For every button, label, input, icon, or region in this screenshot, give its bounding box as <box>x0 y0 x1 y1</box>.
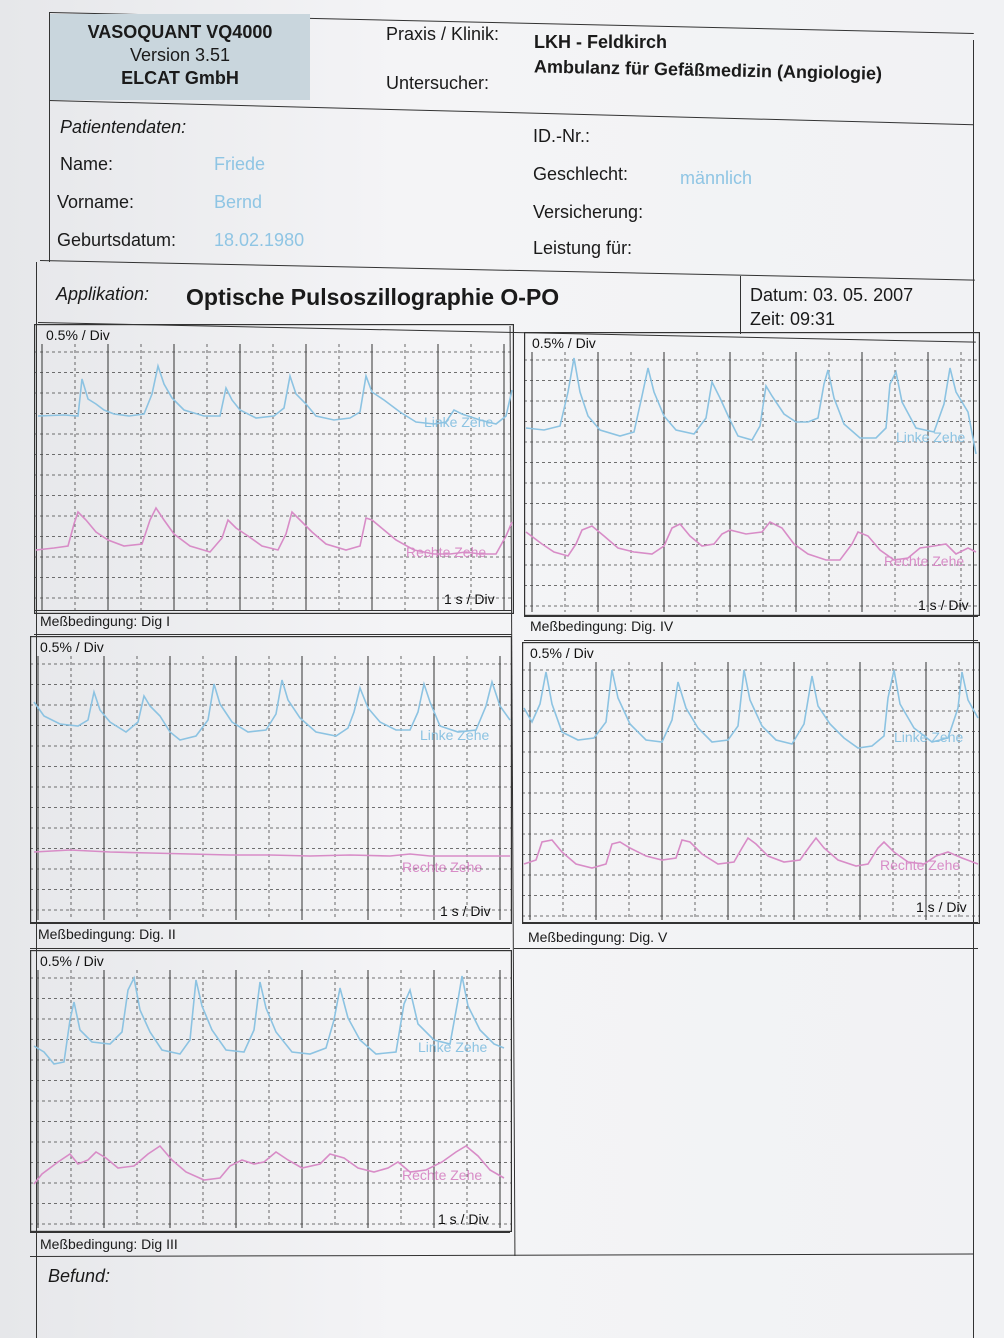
chart-dig-1 <box>34 324 514 614</box>
right-toe-label: Rechte Zehe <box>880 857 961 873</box>
panel-dig-3-bottom <box>30 1232 510 1233</box>
time-scale-label: 1 s / Div <box>916 899 967 915</box>
grid <box>522 643 980 924</box>
scale-label: 0.5% / Div <box>532 335 596 351</box>
scale-label: 0.5% / Div <box>530 645 594 661</box>
name-label: Name: <box>60 154 114 174</box>
time-scale-label: 1 s / Div <box>440 903 491 919</box>
right-toe-trace <box>34 850 510 856</box>
left-toe-label: Linke Zehe <box>424 414 494 430</box>
birth-value: 18.02.1980 <box>214 230 305 250</box>
condition-dig-4: Meßbedingung: Dig. IV <box>530 618 674 634</box>
right-toe-label: Rechte Zehe <box>884 553 965 569</box>
panel-dig-5-top <box>524 640 978 641</box>
scale-label: 0.5% / Div <box>46 327 110 343</box>
clinic-department: Ambulanz für Gefäßmedizin (Angiologie) <box>533 56 883 84</box>
chart-dig-3 <box>30 950 512 1232</box>
panel-dig-4-bottom <box>524 616 978 617</box>
vorname-value: Bernd <box>214 192 263 212</box>
vorname-label: Vorname: <box>57 192 135 212</box>
date-text: Datum: 03. 05. 2007 <box>750 285 914 305</box>
header-divider <box>49 100 974 125</box>
panel-dig-1-bottom <box>34 610 512 611</box>
panel-dig-2-bottom <box>30 922 512 923</box>
patient-section-label: Patientendaten: <box>60 117 187 137</box>
clinic-name: LKH - Feldkirch <box>534 32 668 52</box>
birth-label: Geburtsdatum: <box>57 230 177 250</box>
time-text: Zeit: 09:31 <box>750 309 836 329</box>
scale-label: 0.5% / Div <box>40 639 104 655</box>
findings-divider <box>30 1254 974 1257</box>
panel-dig-2-top <box>34 634 512 635</box>
chart-dig-2 <box>30 636 512 924</box>
panel-border <box>525 333 980 616</box>
time-scale-label: 1 s / Div <box>918 597 969 613</box>
left-toe-label: Linke Zehe <box>420 727 490 743</box>
right-toe-label: Rechte Zehe <box>402 859 483 875</box>
grid <box>34 325 514 614</box>
right-toe-label: Rechte Zehe <box>402 1167 483 1183</box>
chart-dig-4 <box>524 332 980 616</box>
panel-border <box>31 637 512 924</box>
sex-value: männlich <box>680 168 753 188</box>
condition-dig-2: Meßbedingung: Dig. II <box>38 926 176 942</box>
application-title: Optische Pulsoszillographie O-PO <box>186 284 560 310</box>
id-label: ID.-Nr.: <box>533 126 590 146</box>
device-logo-box <box>50 14 310 100</box>
condition-dig-1: Meßbedingung: Dig I <box>40 613 170 629</box>
insurance-label: Versicherung: <box>533 202 644 222</box>
panel-border <box>35 325 514 614</box>
service-label: Leistung für: <box>533 238 633 258</box>
examiner-label: Untersucher: <box>386 73 490 93</box>
right-toe-label: Rechte Zehe <box>406 544 487 560</box>
panel-dig-5-bottom <box>522 922 978 923</box>
datetime-divider <box>740 276 741 334</box>
scale-label: 0.5% / Div <box>40 953 104 969</box>
clinic-label: Praxis / Klinik: <box>386 24 500 44</box>
time-scale-label: 1 s / Div <box>444 591 495 607</box>
device-vendor: ELCAT GmbH <box>121 68 239 88</box>
left-toe-label: Linke Zehe <box>894 729 964 745</box>
application-label: Applikation: <box>56 284 150 304</box>
panel-border <box>523 643 980 924</box>
time-scale-label: 1 s / Div <box>438 1211 489 1227</box>
panel-dig-3-top <box>30 948 510 949</box>
condition-dig-5: Meßbedingung: Dig. V <box>528 929 668 945</box>
findings-label: Befund: <box>48 1266 111 1286</box>
condition-dig-3: Meßbedingung: Dig III <box>40 1236 178 1252</box>
left-toe-label: Linke Zehe <box>896 429 966 445</box>
chart-dig-5 <box>522 642 980 924</box>
device-name: VASOQUANT VQ4000 <box>87 22 273 42</box>
grid <box>30 951 512 1232</box>
grid <box>524 333 980 616</box>
patient-divider <box>40 260 975 281</box>
panel-border <box>31 951 512 1232</box>
name-value: Friede <box>214 154 266 174</box>
left-toe-label: Linke Zehe <box>418 1039 488 1055</box>
sex-label: Geschlecht: <box>533 164 629 184</box>
grid <box>30 637 512 924</box>
panel-dig-5-caption-bottom <box>514 948 978 949</box>
device-version: Version 3.51 <box>129 45 231 65</box>
